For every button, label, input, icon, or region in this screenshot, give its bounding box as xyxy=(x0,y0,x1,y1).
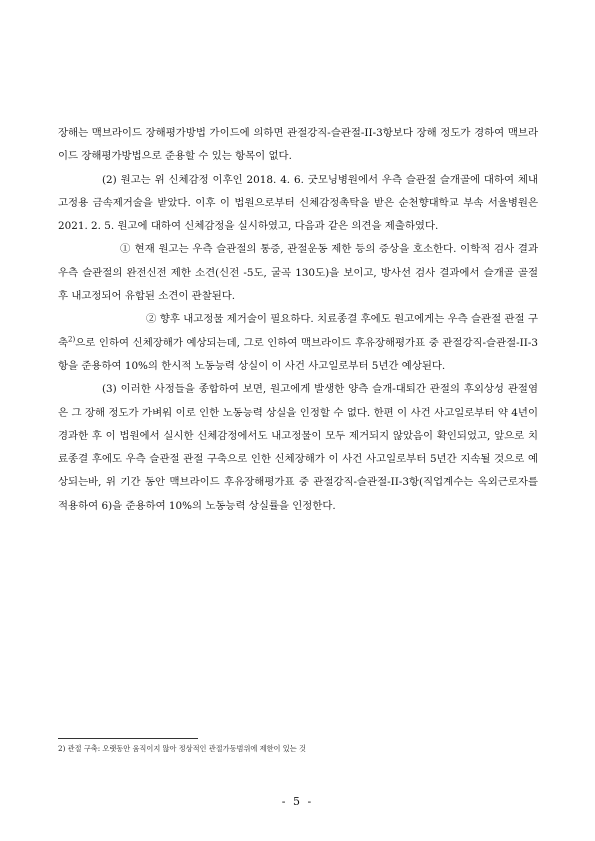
paragraph-continuation: 장해는 맥브라이드 장해평가방법 가이드에 의하면 관절강직-슬관절-II-3항보다 장해 정도가 경하여 맥브라이드 장해평가방법으로 준용할 수 있는 항목이 없다. xyxy=(58,127,538,163)
document-body xyxy=(58,122,538,518)
paragraph-item-2 xyxy=(58,308,538,378)
footnote-reference[interactable]: 2) xyxy=(68,335,76,344)
paragraph-item-2-text-after: 으로 인하여 신체장해가 예상되는데, 그로 인하여 맥브라이드 후유장해평가표 중 관절강직-슬관절-II-3항을 준용하여 10%의 한시적 노동능력 상실이 이 사건 사고일로부터 5년간 예상된다. xyxy=(58,336,538,372)
page-number: - 5 - xyxy=(281,795,314,808)
footnote-divider xyxy=(58,738,198,739)
paragraph-item-2-text-before: ② 향후 내고정물 제거술이 필요하다. 치료종결 후에도 원고에게는 우측 슬관절 관절 구축 xyxy=(58,313,538,349)
footnote-text: 2) 관절 구축: 오랫동안 움직이지 않아 정상적인 관절가동범위에 제한이 있는 것 xyxy=(58,744,306,753)
paragraph-section-2: (2) 원고는 위 신체감정 이후인 2018. 4. 6. 굿모닝병원에서 우측 슬관절 슬개골에 대하여 체내고정용 금속제거술을 받았다. 이후 이 법원으로부터 신체감정촉탁을 받은 순천향대학교 부속 서울병원은 2021. 2. 5. 원고에 대하여 신체감정을 실시하였고, 다음과 같은 의견을 제출하였다. xyxy=(58,173,538,233)
paragraph-item-1: ① 현재 원고는 우측 슬관절의 통증, 관절운동 제한 등의 증상을 호소한다. 이학적 검사 결과 우측 슬관절의 완전신전 제한 소견(신전 -5도, 굴곡 130도)을 보이고, 방사선 검사 결과에서 슬개골 골절 후 내고정되어 유합된 소견이 관찰된다. xyxy=(58,243,538,303)
paragraph-section-3: (3) 이러한 사정들을 종합하여 보면, 원고에게 발생한 양측 슬개-대퇴간 관절의 후외상성 관절염은 그 장해 정도가 가벼워 이로 인한 노동능력 상실을 인정할 수 없다. 한편 이 사건 사고일로부터 약 4년이 경과한 후 이 법원에서 실시한 신체감정에서도 내고정물이 모두 제거되지 않았음이 확인되었고, 앞으로 치료종결 후에도 우측 슬관절 관절 구축으로 인한 신체장해가 이 사건 사고일로부터 5년간 지속될 것으로 예상되는바, 위 기간 동안 맥브라이드 후유장해평가표 중 관절강직-슬관절-II-3항(직업계수는 옥외근로자를 적용하여 6)을 준용하여 10%의 노동능력 상실률을 인정한다. xyxy=(58,383,538,512)
